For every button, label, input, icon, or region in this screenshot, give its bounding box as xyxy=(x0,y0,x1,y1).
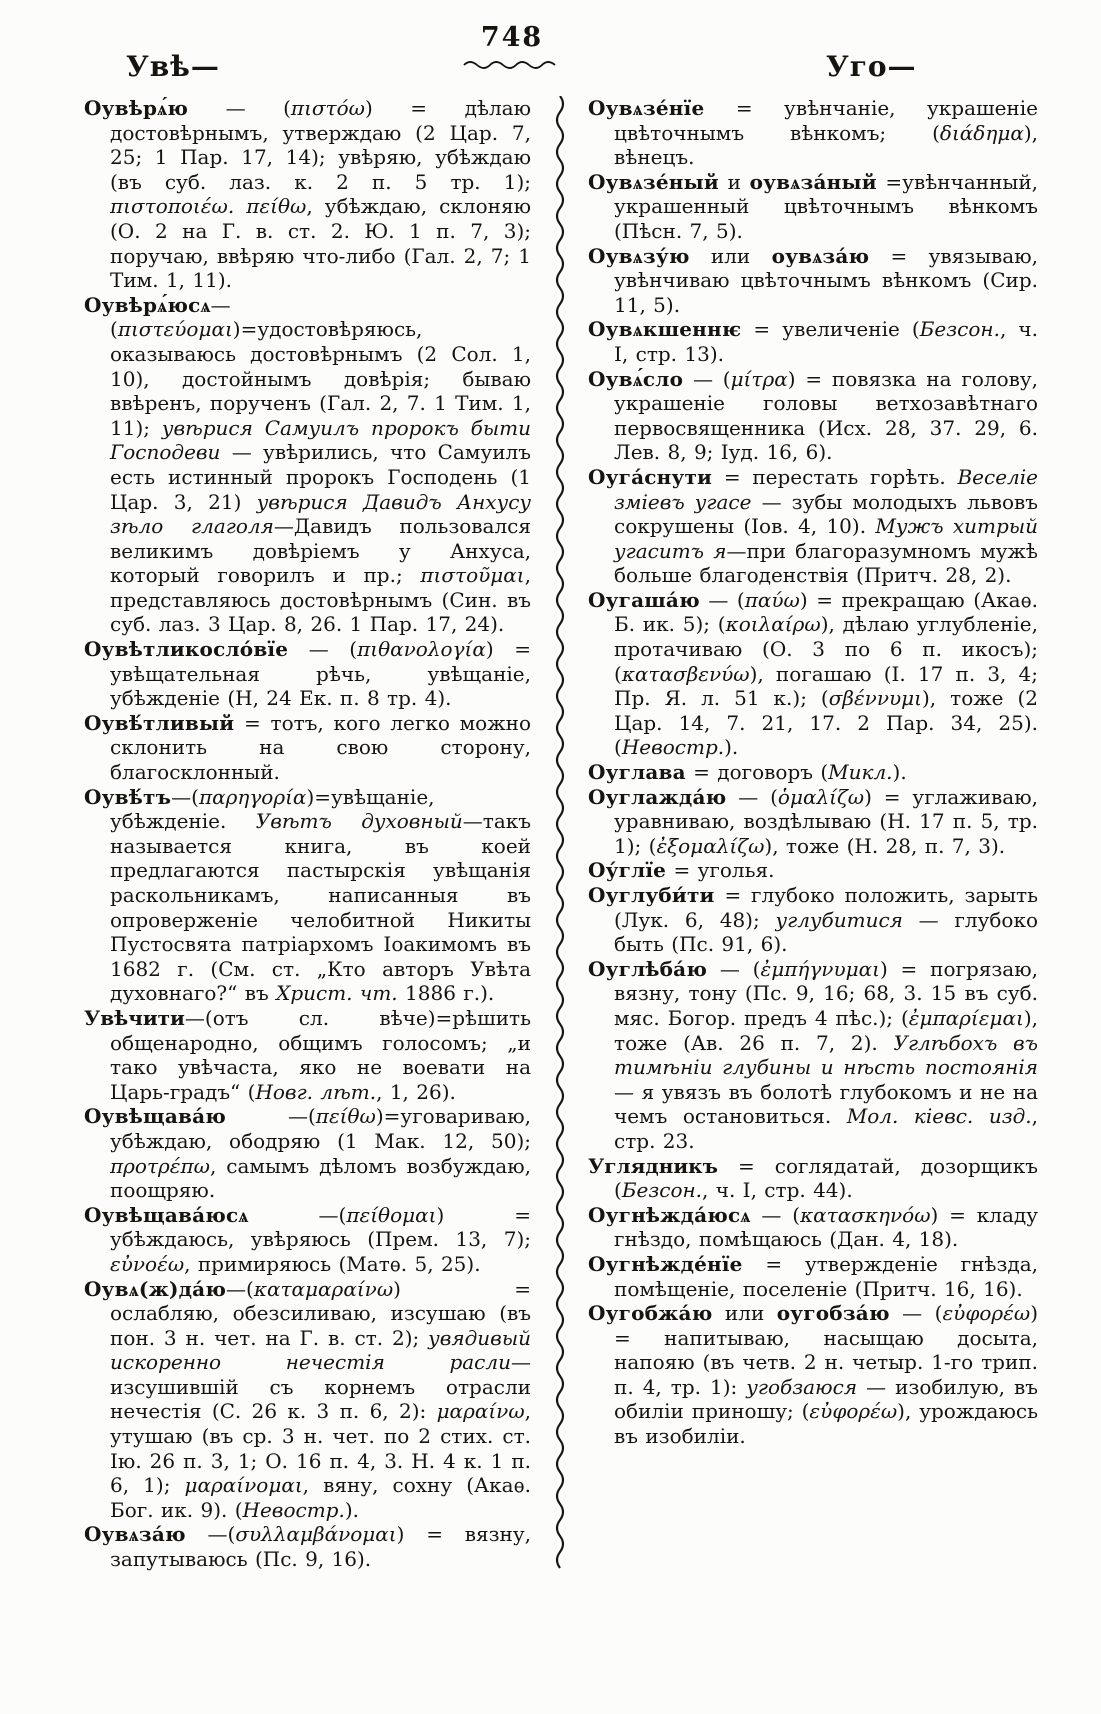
definition-text: ), дѣлаю углубленіе, протачиваю (О. 3 по 6 п. икосъ); ( xyxy=(614,612,1038,686)
definition-text: = перестать горѣть. xyxy=(712,464,958,489)
headword: Оугнѣжда́юсѧ xyxy=(588,1202,751,1227)
greek-term: παύω xyxy=(744,587,800,612)
dictionary-entry xyxy=(84,1104,531,1202)
dictionary-entry xyxy=(84,1522,531,1571)
definition-text: , ч. I, стр. 13). xyxy=(614,317,1038,366)
headword: Оувѣ́тливый xyxy=(84,710,235,735)
italic-text: Мужъ хитрый угаситъ я xyxy=(614,514,1038,563)
definition-text: ). xyxy=(892,760,907,785)
definition-text: и xyxy=(718,169,750,194)
headword: Оувѧзе́ный xyxy=(588,169,719,194)
greek-term: κοιλαίρω xyxy=(725,612,821,637)
column-divider xyxy=(531,96,588,1576)
definition-text: )=увѣщаніе, убѣжденіе. xyxy=(110,784,435,834)
definition-text: —( xyxy=(248,1202,347,1227)
definition-text: = уголья. xyxy=(666,858,775,883)
definition-text: = увязываю, увѣнчиваю цвѣточнымъ вѣнкомъ (Сир. 11, 5). xyxy=(614,243,1038,317)
definition-text: — ( xyxy=(683,366,731,391)
definition-text: ), тоже (Ав. 26 п. 7, 2). xyxy=(614,1005,1038,1055)
dictionary-entry xyxy=(84,293,531,637)
dictionary-entry xyxy=(588,858,1038,883)
headword: Оувѣ́тъ xyxy=(84,784,172,809)
running-head-left: Увѣ— xyxy=(126,50,220,83)
greek-term: πιθανολογία xyxy=(357,637,486,662)
dictionary-entry xyxy=(84,1006,531,1104)
definition-text: ), вѣнецъ. xyxy=(614,120,1038,170)
greek-term: μαραίνομαι xyxy=(184,1473,303,1498)
greek-term: ἐξομαλίζω xyxy=(656,833,765,858)
greek-term: καταμαραίνω xyxy=(253,1276,394,1301)
headword: Оувѧзе́нїе xyxy=(588,96,705,120)
dictionary-entry xyxy=(84,1277,531,1523)
headword: Оуглажда́ю xyxy=(588,784,727,809)
headword: Увѣчити xyxy=(84,1005,185,1030)
definition-text: ) = дѣлаю достовѣрнымъ, утверждаю (2 Цар. 7, 25; 1 Пар. 17, 14); увѣряю, убѣждаю (въ суб. лаз. к. 2 п. 5 тр. 1); xyxy=(110,96,531,194)
definition-text: ), погашаю (І. 17 п. 3, 4; Пр. Я. л. 51 к.); ( xyxy=(614,661,1038,711)
dictionary-entry xyxy=(588,367,1038,465)
dictionary-entry xyxy=(84,785,531,1006)
definition-text: )=уговариваю, убѣждаю, ободряю (1 Мак. 12, 50); xyxy=(110,1104,531,1153)
headword: Оуглава xyxy=(588,760,686,785)
dictionary-entry xyxy=(588,317,1038,366)
dictionary-entry xyxy=(588,1301,1038,1449)
headword: оувѧза́ю xyxy=(771,243,870,268)
definition-text: ), тоже (Н. 28, п. 7, 3). xyxy=(764,833,1006,858)
definition-text: ), тоже (2 Цар. 14, 7. 21, 17. 2 Пар. 34, 25). ( xyxy=(614,686,1038,760)
definition-text: , ч. I, стр. 44). xyxy=(702,1178,853,1203)
greek-term: πείθω xyxy=(315,1104,376,1129)
running-head-right: Уго— xyxy=(826,50,917,83)
definition-text: —при благоразумномъ мужѣ больше благоденствія (Притч. 28, 2). xyxy=(614,538,1038,588)
dictionary-entry xyxy=(588,760,1038,785)
italic-text: Веселіе зміевъ угасе xyxy=(614,464,1038,514)
definition-text: — ( xyxy=(699,587,745,612)
definition-text: ) = прекращаю (Акаѳ. Б. ик. 5); ( xyxy=(614,587,1038,637)
greek-term: κατασκηνόω xyxy=(800,1202,931,1227)
definition-text: = тотъ, кого легко можно склонить на свою сторону, благосклонный. xyxy=(110,710,531,785)
italic-text: Невостр. xyxy=(621,735,725,760)
definition-text: ), урождаюсь въ изобиліи. xyxy=(614,1399,1038,1449)
headword: Оувѧ(ж)да́ю xyxy=(84,1276,227,1301)
headword: Оувѣрѧ́юсѧ xyxy=(84,292,211,317)
greek-term: ὁμαλίζω xyxy=(777,784,865,809)
dictionary-entry xyxy=(588,244,1038,318)
dictionary-entry xyxy=(588,785,1038,859)
definition-text: —( xyxy=(225,1104,316,1129)
column-divider-rule xyxy=(553,96,567,1576)
greek-term: μαραίνω xyxy=(436,1399,525,1424)
definition-text: ) = вязну, запутываюсь (Пс. 9, 16). xyxy=(110,1522,531,1572)
definition-text: —( xyxy=(171,784,199,809)
italic-text: Микл. xyxy=(828,760,893,785)
headword: Оувѣтликосло́вїе xyxy=(84,637,289,662)
italic-text: Безсон. xyxy=(919,317,1000,342)
page-number: 748 xyxy=(480,22,544,53)
italic-text: Христ. чт. xyxy=(276,981,398,1006)
definition-text: =увѣнчанный, украшенный цвѣточнымъ вѣнкомъ (Пѣсн. 7, 5). xyxy=(614,169,1039,243)
definition-text: , 1, 26). xyxy=(376,1079,456,1104)
greek-term: πιστόω xyxy=(290,96,365,120)
headword: Оугаша́ю xyxy=(588,587,700,612)
definition-text: ) = убѣждаюсь, увѣряюсь (Прем. 13, 7); xyxy=(110,1202,531,1252)
italic-text: увѣрися Давидъ Анхусу зѣло глаголя xyxy=(110,489,531,539)
italic-text: Углѣбохъ въ тимѣніи глубины и нѣсть постоянія xyxy=(614,1030,1038,1080)
greek-term: ἐμπήγνυμαι xyxy=(760,956,880,981)
headword: Оувѣщава́юсѧ xyxy=(84,1202,249,1227)
left-column xyxy=(84,96,531,1576)
definition-text: , стр. 23. xyxy=(614,1104,1038,1153)
definition-text: — изобилую, въ обиліи приношу; ( xyxy=(614,1374,1038,1424)
greek-term: πείθομαι xyxy=(346,1202,437,1227)
greek-term: διάδημα xyxy=(939,120,1024,145)
headword: Оу́глїе xyxy=(588,858,667,883)
headword: Оувѧза́ю xyxy=(84,1522,186,1547)
definition-text: — увѣрились, что Самуилъ есть истинный пророкъ Господень (1 Цар. 3, 21) xyxy=(110,440,531,514)
greek-term: κατασβενύω xyxy=(621,661,750,686)
definition-text: —(отъ сл. вѣче)=рѣшить общенародно, общимъ голосомъ; „и тако увѣчаста, яко не воевати на Царь-градъ“ ( xyxy=(110,1005,531,1104)
definition-text: ) = ослабляю, обезсиливаю, изсушаю (въ пон. 3 н. чет. на Г. в. ст. 2); xyxy=(110,1276,531,1350)
definition-text: — ( xyxy=(188,96,291,120)
definition-text: — ( xyxy=(288,637,358,662)
definition-text: , утушаю (въ ср. 3 н. чет. по 2 стих. ст. Ію. 26 п. 3, 1; О. 16 п. 4, 3. Н. 4 к. 1 п. 6, 1); xyxy=(110,1399,531,1498)
definition-text: —такъ называется книга, въ коей предлагаются пастырскія увѣщанія раскольникамъ, написанныя въ опроверженіе челобитной Никиты Пустосвята патріархомъ Іоакимомъ въ 1682 г. (См. ст. „Кто авторъ Увѣта духовнаго?“ въ xyxy=(110,809,531,1006)
definition-text: — ( xyxy=(726,784,778,809)
definition-text: ). xyxy=(724,735,739,760)
headword: оувѧза́ный xyxy=(749,169,877,194)
dictionary-entry xyxy=(588,1252,1038,1301)
greek-term: ἐμπαρίεμαι xyxy=(908,1005,1024,1030)
definition-text: —изсушившій съ корнемъ отрасли нечестія (С. 26 к. 3 п. 6, 2): xyxy=(110,1350,531,1424)
italic-text: увядивый искоренно нечестія расли xyxy=(110,1325,531,1375)
dictionary-entry xyxy=(588,1203,1038,1252)
definition-text: ) = увѣщательная рѣчь, увѣщаніе, убѣжденіе (Н, 24 Ек. п. 8 тр. 4). xyxy=(110,637,531,711)
greek-term: παρηγορία xyxy=(198,784,307,809)
page-number-underline xyxy=(462,60,562,70)
headword: Оувѧ́сло xyxy=(588,366,684,391)
definition-text: — ( xyxy=(707,956,761,981)
dictionary-entry xyxy=(588,957,1038,1154)
headword: Оуглуби́ти xyxy=(588,883,715,907)
definition-text: —( xyxy=(185,1522,236,1547)
definition-text: ). xyxy=(344,1497,359,1522)
definition-text: , примиряюсь (Матѳ. 5, 25). xyxy=(184,1251,481,1276)
dictionary-entry xyxy=(84,637,531,711)
greek-term: εὐφορέω xyxy=(942,1301,1031,1326)
definition-text: —Давидъ пользовался великимъ довѣріемъ у Анхуса, который говорилъ и пр.; xyxy=(110,514,531,588)
greek-term: μίτρα xyxy=(730,366,788,391)
definition-text: , представляюсь достовѣрнымъ (Син. въ суб. лаз. 3 Цар. 8, 26. 1 Пар. 17, 24). xyxy=(110,563,531,637)
definition-text: — зубы молодыхъ львовъ сокрушены (Іов. 4, 10). xyxy=(614,489,1038,539)
definition-text: = глубоко положить, зарыть (Лук. 6, 48); xyxy=(614,883,1038,932)
headword: Оуга́снути xyxy=(588,464,713,489)
headword: Оувѧзу́ю xyxy=(588,243,690,268)
definition-text: = увѣнчаніе, украшеніе цвѣточнымъ вѣнкомъ; ( xyxy=(614,96,1038,145)
headword: Оувѣщава́ю xyxy=(84,1104,226,1129)
definition-text: , вяну, сохну (Акаѳ. Бог. ик. 9). ( xyxy=(110,1473,532,1522)
dictionary-entry xyxy=(588,883,1038,957)
headword: Оугнѣжде́нїе xyxy=(588,1251,743,1276)
headword: оугобза́ю xyxy=(776,1301,890,1326)
headword: Оувѧкшеннѥ xyxy=(588,317,742,342)
definition-text: —( xyxy=(226,1276,254,1301)
text-columns xyxy=(84,96,1038,1576)
dictionary-entry xyxy=(588,96,1038,170)
definition-text: ) = углаживаю, уравниваю, воздѣлываю (Н. 17 п. 5, тр. 1); ( xyxy=(614,784,1038,858)
definition-text: )=удостовѣряюсь, оказываюсь достовѣрнымъ (2 Сол. 1, 10), достойнымъ довѣрія; бываю ввѣренъ, порученъ (Гал. 2, 7. 1 Тим. 1, 11); xyxy=(110,317,531,440)
headword: Оугобжа́ю xyxy=(588,1301,713,1326)
greek-term: συλλαμβάνομαι xyxy=(235,1522,397,1547)
greek-term: προτρέπω xyxy=(110,1153,210,1178)
definition-text: или xyxy=(689,243,772,268)
dictionary-entry xyxy=(588,465,1038,588)
italic-text: Новг. лѣт. xyxy=(255,1079,377,1104)
italic-text: Мол. кіевс. изд. xyxy=(846,1104,1032,1129)
headword: Оувѣрѧ́ю xyxy=(84,96,189,120)
greek-term: πιστοποιέω. πείθω xyxy=(110,194,307,219)
definition-text: , самымъ дѣломъ возбуждаю, поощряю. xyxy=(110,1153,531,1203)
greek-term: εὐφορέω xyxy=(809,1399,898,1424)
definition-text: ) = кладу гнѣздо, помѣщаюсь (Дан. 4, 18). xyxy=(614,1202,1038,1252)
definition-text: 1886 г.). xyxy=(397,981,495,1006)
definition-text: — ( xyxy=(889,1301,943,1326)
greek-term: πιστεύομαι xyxy=(117,317,233,342)
dictionary-entry xyxy=(588,170,1038,244)
italic-text: Увѣтъ духовный xyxy=(255,809,463,834)
dictionary-entry xyxy=(84,1203,531,1277)
italic-text: увѣрися Самуилъ пророкъ быти Господеви xyxy=(110,415,531,465)
right-column xyxy=(588,96,1038,1576)
definition-text: = увеличеніе ( xyxy=(741,317,920,342)
definition-text: —( xyxy=(110,292,231,342)
definition-text: = утвержденіе гнѣзда, помѣщеніе, поселеніе (Притч. 16, 16). xyxy=(614,1251,1038,1301)
definition-text: — глубоко быть (Пс. 91, 6). xyxy=(614,907,1039,957)
definition-text: ) = погрязаю, вязну, тону (Пс. 9, 16; 68, 3. 15 въ суб. мяс. Богор. предъ 4 пѣс.); ( xyxy=(614,956,1038,1030)
greek-term: εὐνοέω xyxy=(110,1251,185,1276)
headword: Оуглѣба́ю xyxy=(588,956,708,981)
definition-text: — ( xyxy=(750,1202,801,1227)
italic-text: Безсон. xyxy=(621,1178,703,1203)
dictionary-entry xyxy=(84,96,531,293)
definition-text: , убѣждаю, склоняю (О. 2 на Г. в. ст. 2. Ю. 1 п. 7, 3); поручаю, ввѣряю что-либо (Гал. 2, 7; 1 Тим. 1, 11). xyxy=(110,194,531,293)
dictionary-entry xyxy=(84,711,531,785)
definition-text: или xyxy=(712,1301,777,1326)
italic-text: угобзаюся xyxy=(746,1374,858,1399)
italic-text: Невостр. xyxy=(242,1497,345,1522)
headword: Углядникъ xyxy=(588,1153,718,1178)
definition-text: = соглядатай, дозорщикъ ( xyxy=(614,1153,1038,1203)
definition-text: ) = повязка на голову, украшеніе головы ветхозавѣтнаго первосвященника (Исх. 28, 37. 29, 6. Лев. 8, 9; Іуд. 16, 6). xyxy=(614,366,1038,465)
definition-text: — я увязъ въ болотѣ глубокомъ и не на чемъ остановиться. xyxy=(614,1079,1038,1129)
italic-text: углубитися xyxy=(775,907,903,932)
dictionary-entry xyxy=(588,1154,1038,1203)
dictionary-entry xyxy=(588,588,1038,760)
definition-text: ) = напитываю, насыщаю досыта, напояю (въ четв. 2 н. четыр. 1-го трип. п. 4, тр. 1): xyxy=(614,1301,1038,1399)
greek-term: πιστοῦμαι xyxy=(420,563,525,588)
greek-term: σβέννυμι xyxy=(828,686,922,711)
definition-text: = договоръ ( xyxy=(685,760,829,785)
